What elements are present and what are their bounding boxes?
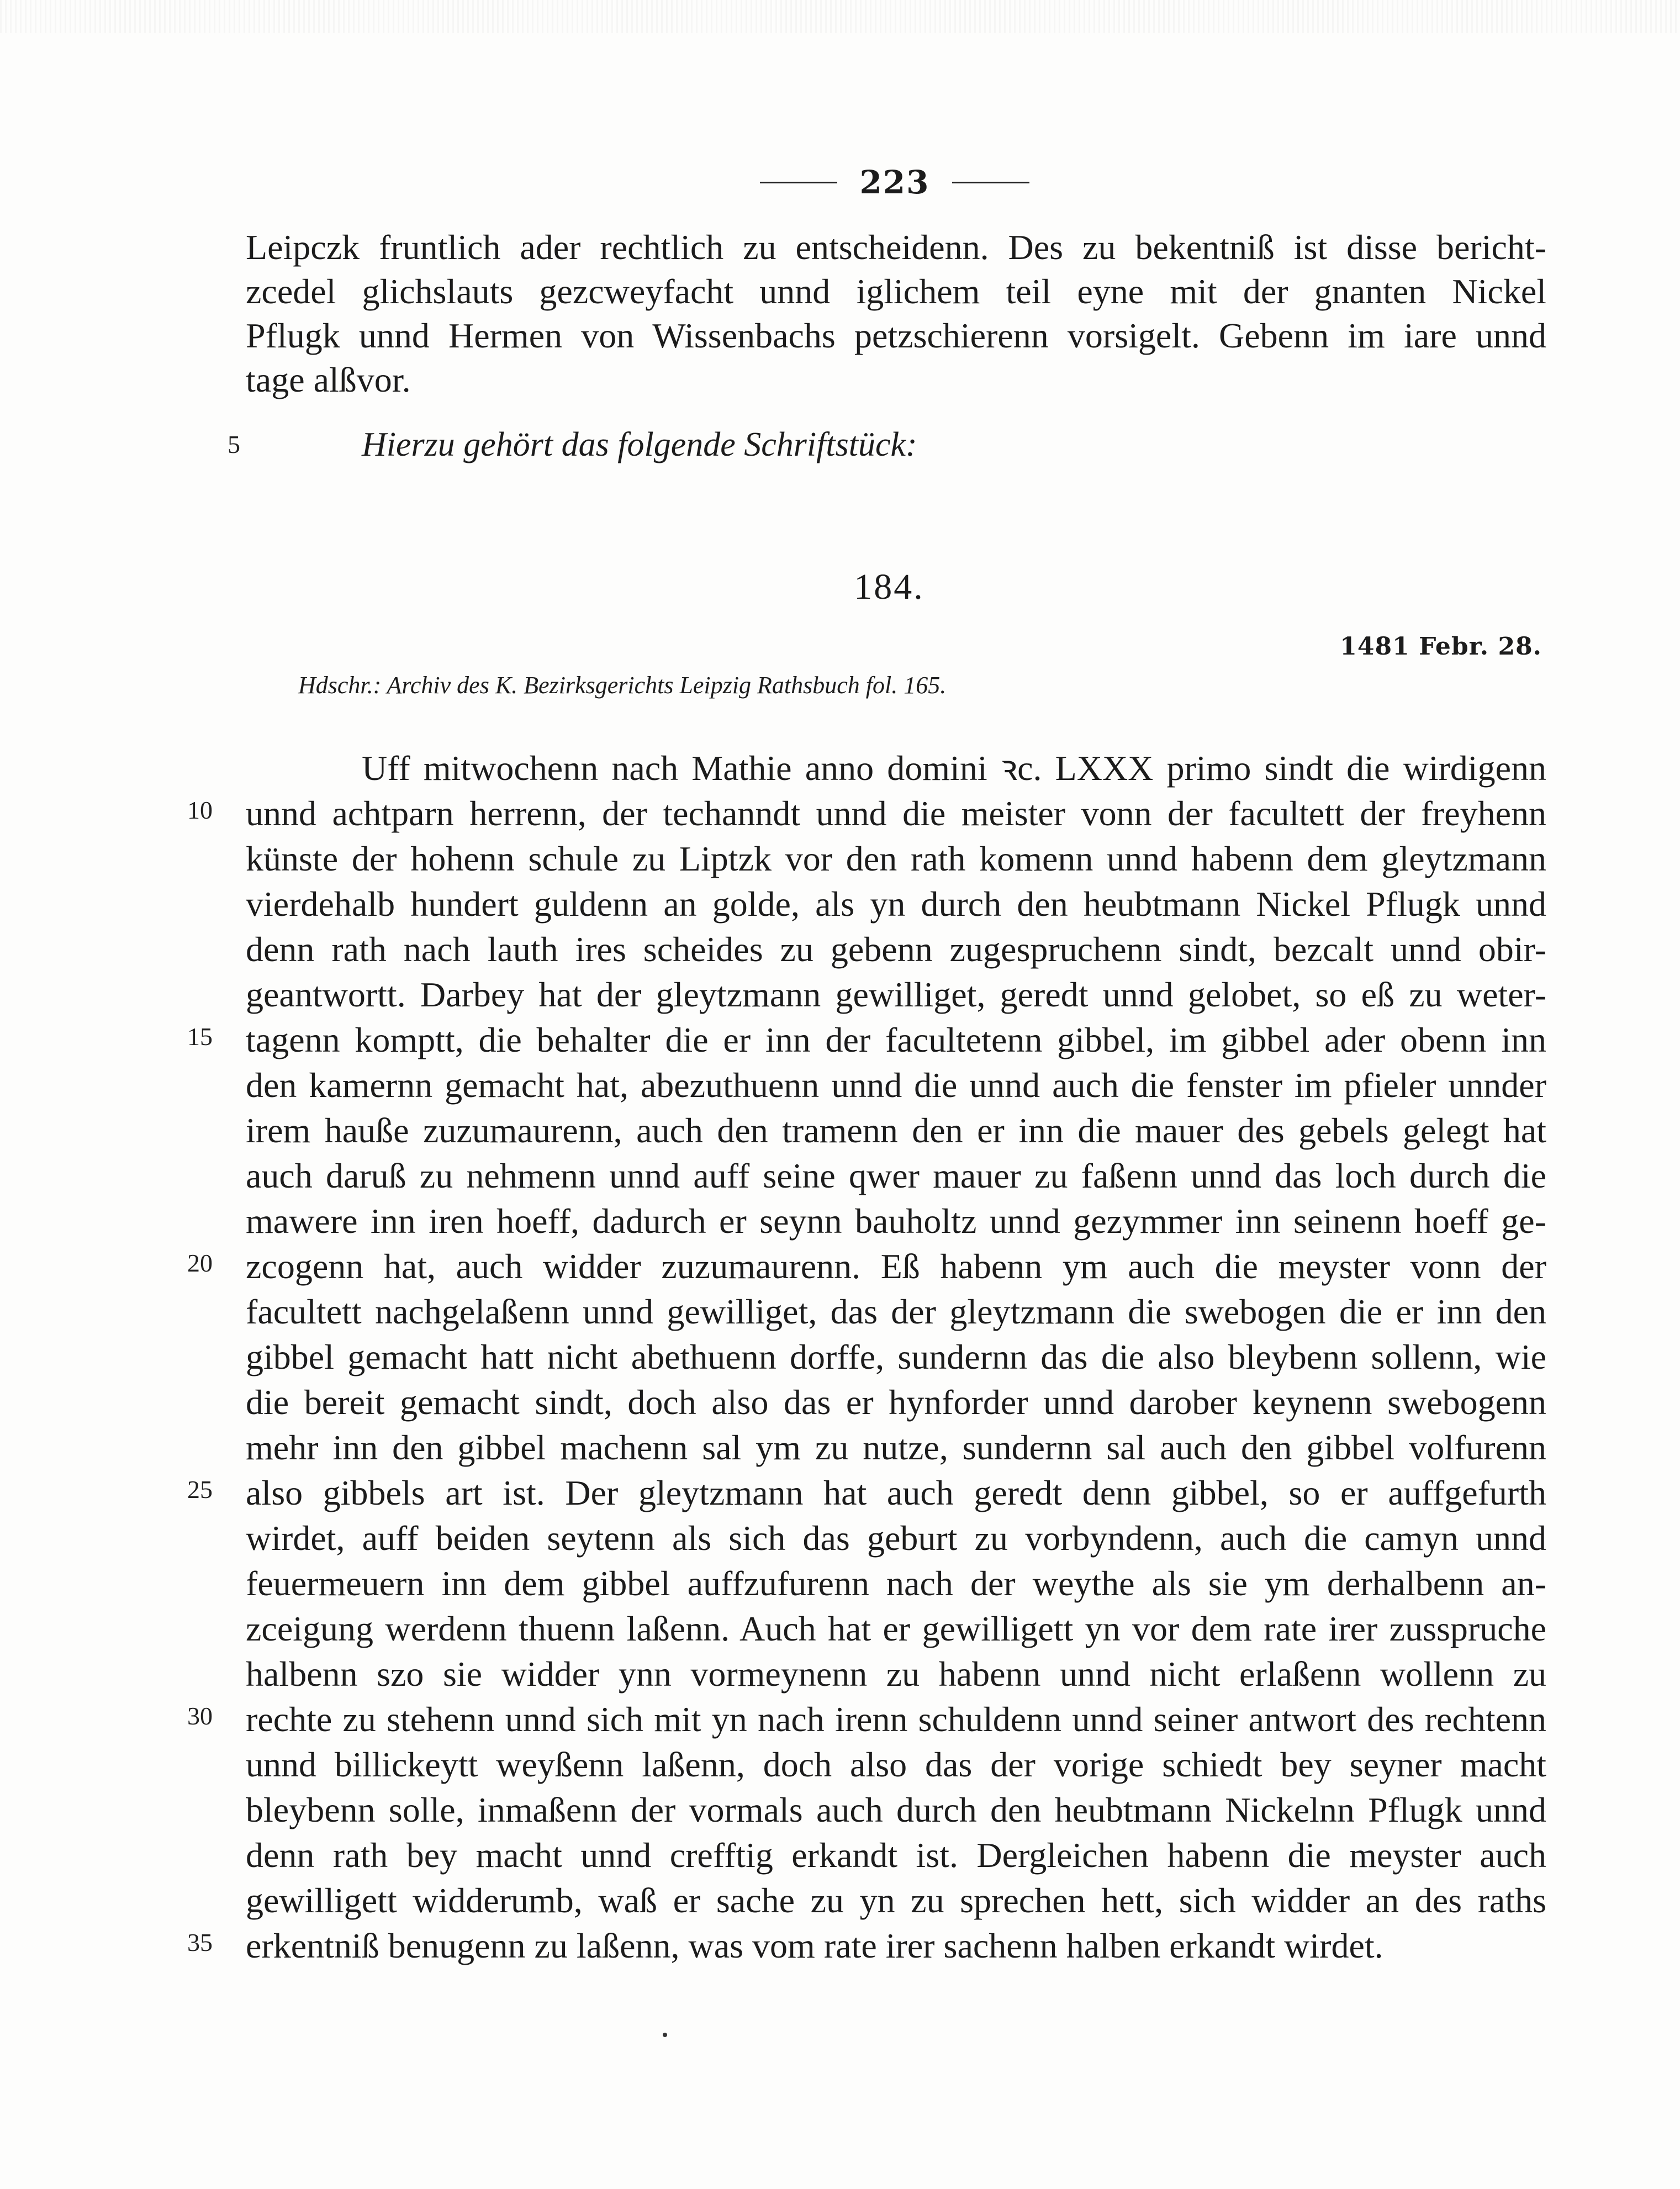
text-line: mawere inn iren hoeff, dadurch er seynn bauholtz unnd gezymmer inn seinenn hoeff ge- [246,1201,1546,1241]
text-line: rechte zu stehenn unnd sich mit yn nach irenn schuldenn unnd seiner antwort des rechtenn [246,1700,1546,1739]
main-paragraph [246,746,1546,1969]
text-line: gewilligett widderumb, waß er sache zu yn zu sprechen hett, sich widder an des raths [246,1881,1546,1920]
text-line: den kamernn gemacht hat, abezuthuenn unnd die unnd auch die fenster im pfieler unnder [246,1066,1546,1105]
text-line: künste der hohenn schule zu Liptzk vor den rath komenn unnd habenn dem gleytzmann [246,839,1546,878]
text-line: geantwortt. Darbey hat der gleytzmann gewilliget, geredt unnd gelobet, so eß zu weter- [246,975,1546,1014]
line-number: 15 [187,1022,213,1051]
line-number: 5 [228,430,240,458]
text-line: denn rath nach lauth ires scheides zu gebenn zugespruchenn sindt, bezcalt unnd obir- [246,930,1546,969]
line-number: 30 [187,1702,213,1730]
source-citation: Hdschr.: Archiv des K. Bezirksgerichts Leipzig Rathsbuch fol. 165. [298,672,947,699]
text-line: auch daruß zu nehmenn unnd auff seine qwer mauer zu faßenn unnd das loch durch die [246,1156,1546,1195]
text-line: mehr inn den gibbel machenn sal ym zu nutze, sundernn sal auch den gibbel volfurenn [246,1428,1546,1467]
text-line: die bereit gemacht sindt, doch also das er hynforder unnd darober keynenn swebogenn [246,1383,1546,1422]
text-line: erkentniß benugenn zu laßenn, was vom rate irer sachenn halben erkandt wirdet. [246,1926,1383,1965]
text-line: halbenn szo sie widder ynn vormeynenn zu habenn unnd nicht erlaßenn wollenn zu [246,1654,1546,1694]
text-line: irem hauße zuzumaurenn, auch den tramenn den er inn die mauer des gebels gelegt hat [246,1111,1546,1150]
text-line: zceigung werdenn thuenn laßenn. Auch hat er gewilligett yn vor dem rate irer zusspruche [246,1609,1546,1648]
scan-speck [663,2033,667,2037]
note-text: Hierzu gehört das folgende Schriftstück: [362,426,917,463]
text-line: denn rath bey macht unnd crefftig erkandt ist. Dergleichen habenn die meyster auch [246,1835,1546,1875]
text-line: gibbel gemacht hatt nicht abethuenn dorffe, sundernn das die also bleybenn sollenn, wie [246,1337,1546,1376]
line-number: 35 [187,1928,213,1956]
text-line: Uff mitwochenn nach Mathie anno domini ꝛc. LXXX primo sindt die wirdigenn [362,748,1546,788]
text-line: tage alßvor. [246,360,411,399]
text-line: feuermeuern inn dem gibbel auffzufurenn nach der weythe als sie ym derhalbenn an- [246,1564,1546,1603]
page-number: 223 [859,163,930,201]
scan-edge [0,0,1680,33]
document-date: 1481 Febr. 28. [1340,632,1542,661]
text-line: Pflugk unnd Hermen von Wissenbachs petzschierenn vorsigelt. Gebenn im iare unnd [246,316,1546,355]
text-line: facultett nachgelaßenn unnd gewilliget, das der gleytzmann die swebogen die er inn den [246,1292,1546,1331]
intro-paragraph [246,225,1546,402]
line-number: 10 [187,796,213,824]
header-rule-left [760,182,837,183]
header-rule-right [952,182,1029,183]
text-line: zcogenn hat, auch widder zuzumaurenn. Eß habenn ym auch die meyster vonn der [246,1247,1546,1286]
text-line: vierdehalb hundert guldenn an golde, als yn durch den heubtmann Nickel Pflugk unnd [246,884,1546,924]
page-header [740,160,1049,204]
line-number: 20 [187,1249,213,1277]
text-line: unnd achtparn herrenn, der techanndt unnd die meister vonn der facultett der freyhenn [246,794,1546,833]
text-line: wirdet, auff beiden seytenn als sich das geburt zu vorbyndenn, auch die camyn unnd [246,1518,1546,1558]
text-line: unnd billickeytt weyßenn laßenn, doch also das der vorige schiedt bey seyner macht [246,1745,1546,1784]
text-line: Leipczk fruntlich ader rechtlich zu entscheidenn. Des zu bekentniß ist disse bericht- [246,228,1546,267]
text-line: zcedel glichslauts gezcweyfacht unnd iglichem teil eyne mit der gnanten Nickel [246,272,1546,311]
document-number: 184. [854,567,924,607]
text-line: also gibbels art ist. Der gleytzmann hat auch geredt denn gibbel, so er auffgefurth [246,1473,1546,1512]
line-number: 25 [187,1475,213,1504]
text-line: tagenn komptt, die behalter die er inn der facultetenn gibbel, im gibbel ader obenn inn [246,1020,1546,1059]
text-line: bleybenn solle, inmaßenn der vormals auch durch den heubtmann Nickelnn Pflugk unnd [246,1790,1546,1829]
